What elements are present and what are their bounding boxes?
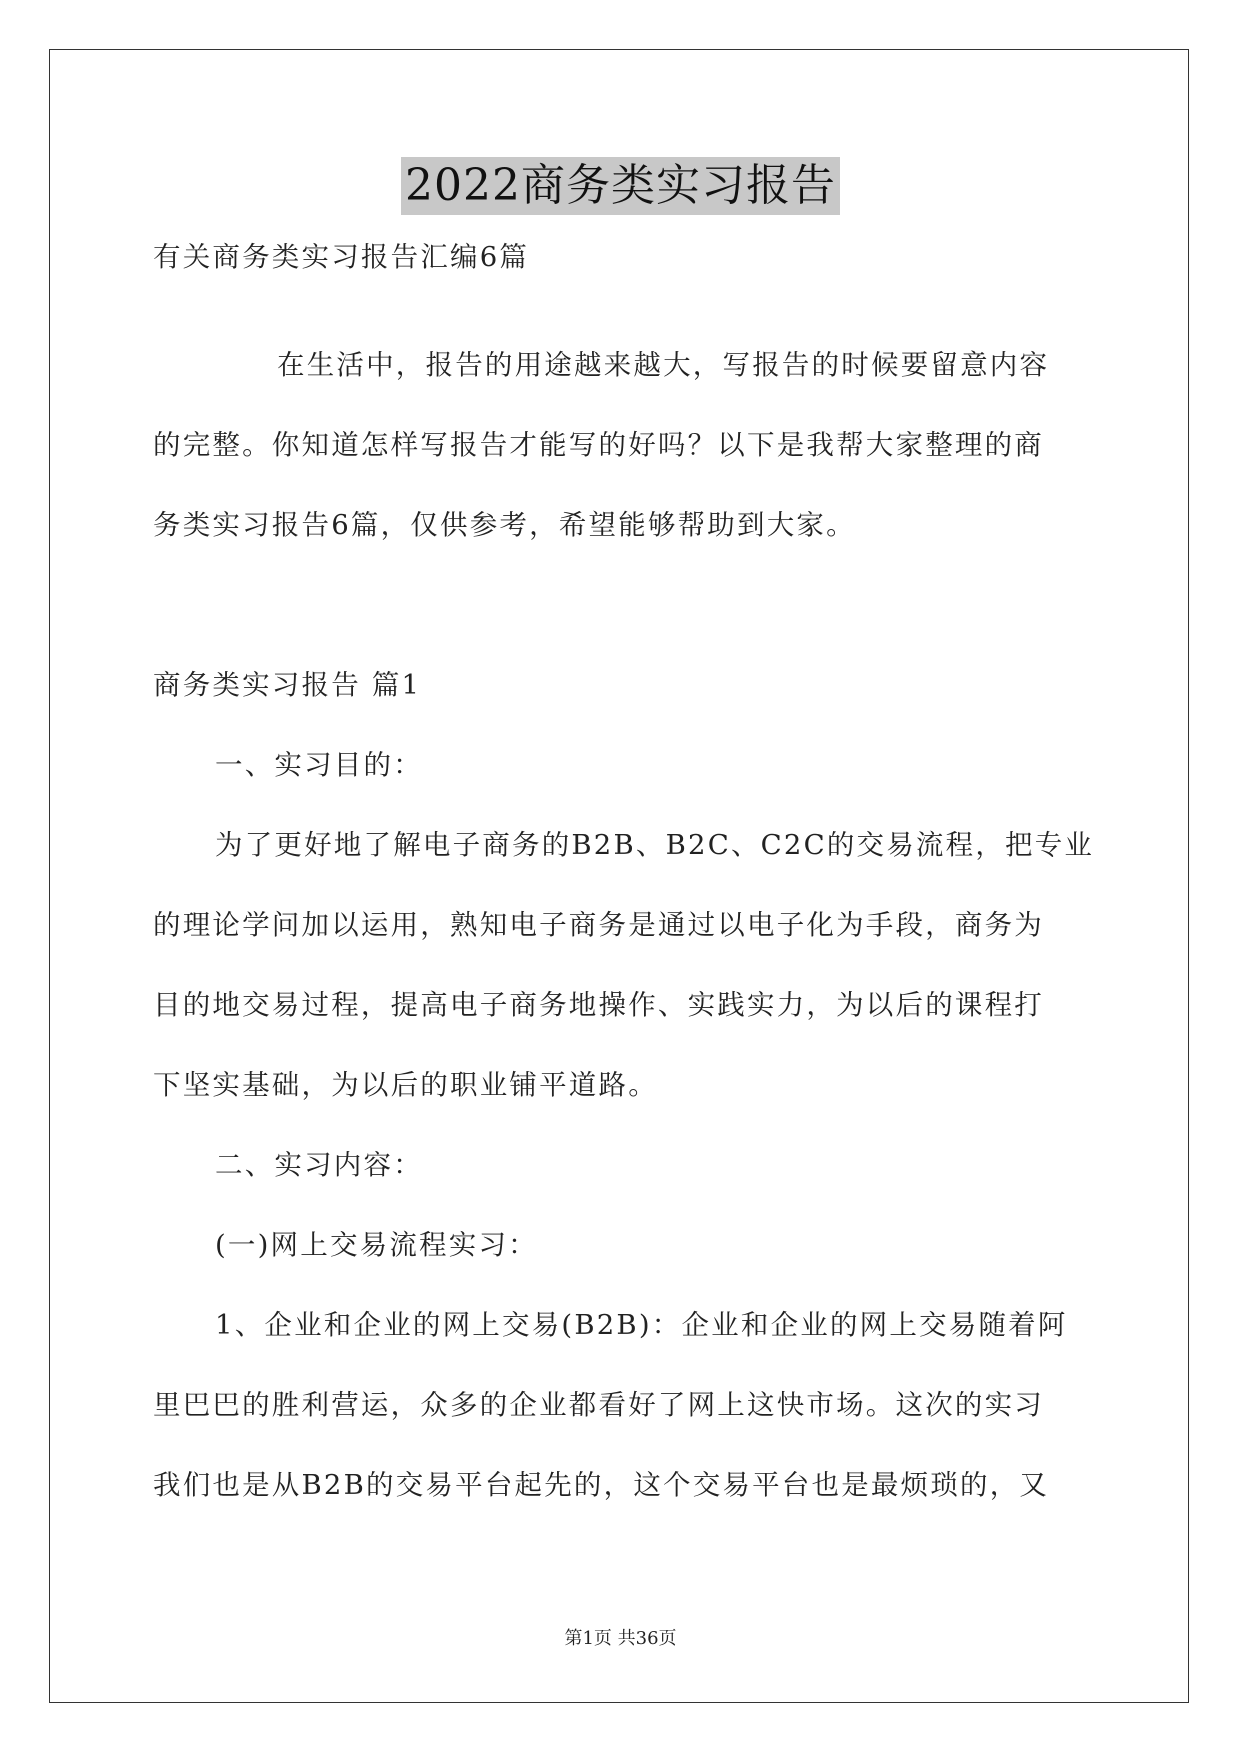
page-footer: 第1页 共36页: [564, 1628, 677, 1649]
section-heading: 商务类实习报告 篇1: [153, 669, 422, 701]
intro-line-1: 在生活中，报告的用途越来越大，写报告的时候要留意内容: [277, 349, 1050, 381]
b2b-line-2: 里巴巴的胜利营运，众多的企业都看好了网上这快市场。这次的实习: [153, 1389, 1044, 1421]
purpose-line-2: 的理论学问加以运用，熟知电子商务是通过以电子化为手段，商务为: [153, 909, 1044, 941]
heading-purpose: 一、实习目的：: [215, 749, 423, 781]
intro-line-2: 的完整。你知道怎样写报告才能写的好吗？以下是我帮大家整理的商: [153, 429, 1044, 461]
document-subtitle: 有关商务类实习报告汇编6篇: [153, 241, 530, 273]
intro-line-3: 务类实习报告6篇，仅供参考，希望能够帮助到大家。: [153, 509, 856, 541]
page-border: [49, 49, 1189, 1703]
subheading-online: (一)网上交易流程实习：: [215, 1229, 538, 1261]
title-container: [0, 157, 1241, 215]
purpose-line-4: 下坚实基础，为以后的职业铺平道路。: [153, 1069, 658, 1101]
purpose-line-1: 为了更好地了解电子商务的B2B、B2C、C2C的交易流程，把专业: [215, 829, 1095, 861]
heading-content: 二、实习内容：: [215, 1149, 423, 1181]
b2b-line-3: 我们也是从B2B的交易平台起先的，这个交易平台也是最烦琐的，又: [153, 1469, 1050, 1501]
purpose-line-3: 目的地交易过程，提高电子商务地操作、实践实力，为以后的课程打: [153, 989, 1044, 1021]
document-title: 2022商务类实习报告: [401, 157, 840, 215]
b2b-line-1: 1、企业和企业的网上交易(B2B)：企业和企业的网上交易随着阿: [215, 1309, 1068, 1341]
